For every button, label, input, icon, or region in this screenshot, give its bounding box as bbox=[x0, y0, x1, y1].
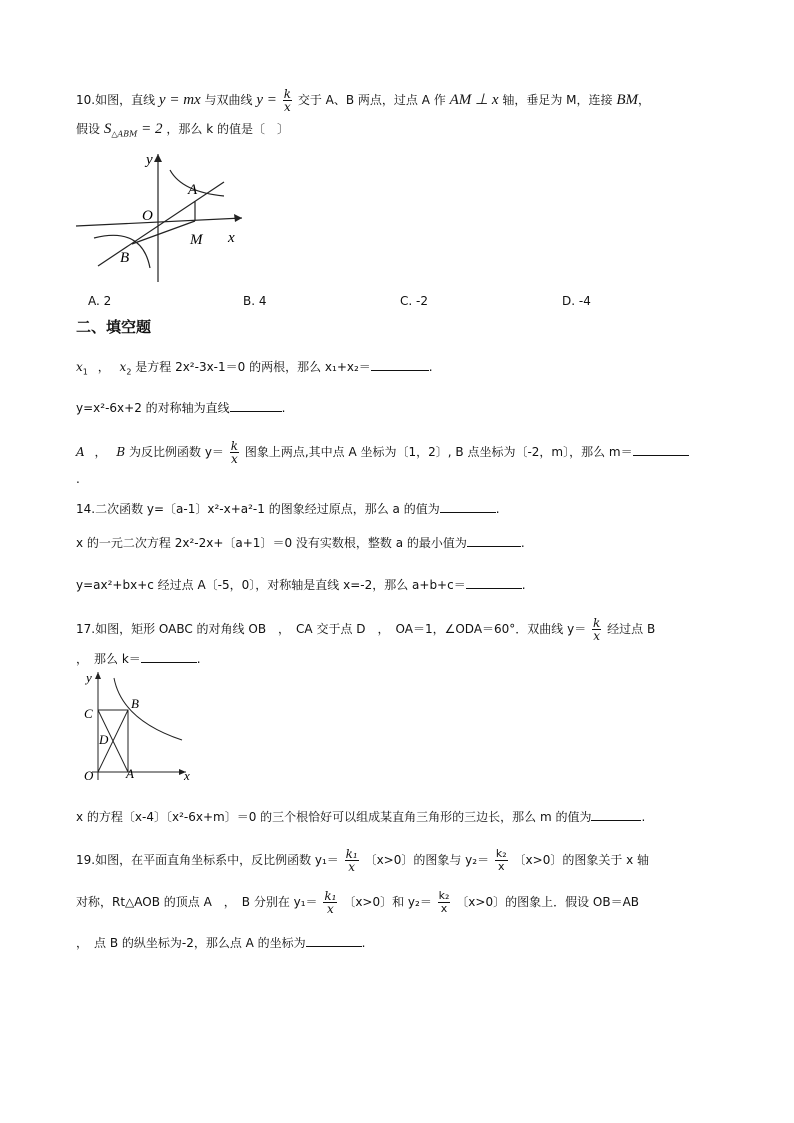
q10-label-m: M bbox=[190, 232, 203, 248]
q13-text-2: 图象上两点,其中点 A 坐标为〔1，2〕, B 点坐标为〔-2，m〕，那么 m＝ bbox=[244, 445, 633, 459]
q10-x-arrow bbox=[234, 214, 242, 222]
q10-comma: ， bbox=[637, 93, 650, 107]
q18-end: . bbox=[641, 810, 646, 824]
q19-fraction-1: $\frac{\text{k₁}}{x}$ bbox=[345, 847, 358, 874]
q10-line2-prefix: 假设 bbox=[76, 122, 101, 136]
q16-end: . bbox=[521, 578, 526, 592]
q19-line1 bbox=[76, 848, 649, 873]
q13-a: A bbox=[76, 445, 85, 459]
q10-line1 bbox=[76, 88, 650, 113]
q10-area-sub: △ABM bbox=[111, 129, 138, 139]
q10-option-a[interactable]: A. 2 bbox=[88, 294, 112, 308]
q13-comma: ， bbox=[94, 445, 107, 459]
q17-line2 bbox=[76, 650, 201, 668]
q12-end: . bbox=[281, 401, 286, 415]
q15-line bbox=[76, 534, 525, 552]
q10-segment-bm bbox=[132, 221, 195, 244]
q10-label-o: O bbox=[142, 208, 153, 224]
q10-text: 与双曲线 bbox=[204, 93, 253, 107]
q10-text-3: 轴，垂足为 M，连接 bbox=[502, 93, 613, 107]
q15-text: x 的一元二次方程 2x²-2x+〔a+1〕＝0 没有实数根，整数 a 的最小值为 bbox=[76, 536, 467, 550]
q11-x2-sub: 2 bbox=[126, 367, 132, 377]
q13-end: . bbox=[76, 472, 80, 486]
q19-text-1: 19.如图，在平面直角坐标系中，反比例函数 y₁＝ bbox=[76, 853, 339, 867]
q17-answer-blank[interactable] bbox=[141, 650, 197, 663]
q12-line bbox=[76, 399, 285, 417]
q10-bm: BM bbox=[616, 92, 638, 108]
q13-answer-blank[interactable] bbox=[633, 443, 689, 456]
q11-x2: x bbox=[119, 360, 127, 374]
q19-line3 bbox=[76, 934, 366, 952]
q14-answer-blank[interactable] bbox=[440, 500, 496, 513]
q17-end: . bbox=[196, 652, 201, 666]
q19-fraction-4: $\frac{\text{k₂}}{x}$ bbox=[438, 889, 450, 915]
q17-fraction: $\frac{k}{x}$ bbox=[593, 616, 601, 643]
q11-x1-sub: 1 bbox=[82, 367, 88, 377]
q16-answer-blank[interactable] bbox=[466, 576, 522, 589]
q19-fraction-3: $\frac{\text{k₁}}{x}$ bbox=[324, 889, 337, 916]
q19-end: . bbox=[361, 936, 366, 950]
q12-answer-blank[interactable] bbox=[230, 399, 282, 412]
q10-option-c[interactable]: C. -2 bbox=[400, 294, 428, 308]
q10-hyperbola-y: y = bbox=[256, 92, 277, 108]
q10-line2 bbox=[76, 120, 289, 143]
q10-area-s: S bbox=[103, 121, 112, 137]
q11-comma: ， bbox=[97, 360, 110, 374]
q13-line bbox=[76, 440, 689, 465]
q17-hyperbola bbox=[114, 678, 182, 740]
q17-label-a: A bbox=[126, 766, 134, 781]
q17-y-arrow bbox=[95, 672, 101, 679]
q11-end: . bbox=[428, 360, 433, 374]
q19-text-2: 〔x>0〕的图象与 y₂＝ bbox=[364, 853, 490, 867]
q10-question: ，那么 k 的值是〔 〕 bbox=[166, 122, 289, 136]
q17-label-d: D bbox=[99, 732, 109, 747]
q17-label-x: x bbox=[184, 768, 190, 783]
q17-line2-text: ， 那么 k＝ bbox=[76, 652, 141, 666]
q14-line bbox=[76, 500, 500, 518]
q17-label-c: C bbox=[84, 706, 93, 721]
q19-line2 bbox=[76, 890, 639, 915]
q17-label-b: B bbox=[131, 696, 139, 711]
q14-end: . bbox=[495, 502, 500, 516]
q17-text-1: 17.如图，矩形 OABC 的对角线 OB ， CA 交于点 D ， OA＝1，∠ODA＝60°．双曲线 y＝ bbox=[76, 622, 587, 636]
q10-area-value: = 2 bbox=[141, 121, 163, 137]
q19-fraction-2: $\frac{\text{k₂}}{x}$ bbox=[495, 847, 507, 873]
q10-label-x: x bbox=[228, 230, 235, 246]
q13-fraction: $\frac{k}{x}$ bbox=[230, 439, 239, 466]
q10-text-2: 交于 A、B 两点，过点 A 作 bbox=[297, 93, 446, 107]
q17-line1 bbox=[76, 617, 655, 642]
q19-text-4: 对称，Rt△AOB 的顶点 A ， B 分别在 y₁＝ bbox=[76, 895, 318, 909]
q11-text: 是方程 2x²-3x-1＝0 的两根，那么 x₁+x₂＝ bbox=[135, 360, 371, 374]
q10-y-arrow bbox=[154, 154, 162, 162]
q18-text: x 的方程〔x-4〕〔x²-6x+m〕＝0 的三个根恰好可以组成某直角三角形的三边长，那么 m 的值为 bbox=[76, 810, 592, 824]
q10-prefix: 10.如图，直线 bbox=[76, 93, 156, 107]
q10-line-equation: y = mx bbox=[158, 92, 201, 108]
q15-answer-blank[interactable] bbox=[467, 534, 521, 547]
q10-option-d[interactable]: D. -4 bbox=[562, 294, 591, 308]
q13-b: B bbox=[116, 445, 126, 459]
q17-text-2: 经过点 B bbox=[607, 622, 656, 636]
q10-figure bbox=[74, 150, 254, 290]
q18-answer-blank[interactable] bbox=[591, 808, 641, 821]
q15-end: . bbox=[520, 536, 525, 550]
q19-text-7: ， 点 B 的纵坐标为-2，那么点 A 的坐标为 bbox=[76, 936, 306, 950]
q10-label-b: B bbox=[120, 250, 130, 266]
q11-answer-blank[interactable] bbox=[371, 358, 429, 371]
q19-text-3: 〔x>0〕的图象关于 x 轴 bbox=[513, 853, 650, 867]
q10-label-a: A bbox=[188, 182, 198, 198]
q19-text-6: 〔x>0〕的图象上．假设 OB＝AB bbox=[456, 895, 640, 909]
q18-line bbox=[76, 808, 645, 826]
q19-answer-blank[interactable] bbox=[306, 934, 362, 947]
q10-fraction: $\frac{k}{x}$ bbox=[283, 87, 292, 114]
q12-text: y=x²-6x+2 的对称轴为直线 bbox=[76, 401, 230, 415]
q19-text-5: 〔x>0〕和 y₂＝ bbox=[343, 895, 432, 909]
q17-label-o: O bbox=[84, 768, 94, 783]
q17-label-y: y bbox=[86, 670, 92, 685]
q10-perpendicular: AM ⊥ x bbox=[449, 92, 499, 108]
q16-line bbox=[76, 576, 526, 594]
q11-x1: x bbox=[76, 360, 83, 374]
section-title: 二、填空题 bbox=[76, 318, 152, 336]
q11-line bbox=[76, 358, 433, 381]
q17-figure bbox=[74, 668, 198, 786]
q10-label-y: y bbox=[146, 152, 153, 168]
q16-text: y=ax²+bx+c 经过点 A〔-5，0〕，对称轴是直线 x=-2，那么 a+b+c＝ bbox=[76, 578, 466, 592]
q13-text-1: 为反比例函数 y＝ bbox=[129, 445, 224, 459]
q14-text: 14.二次函数 y=〔a-1〕x²-x+a²-1 的图象经过原点，那么 a 的值为 bbox=[76, 502, 440, 516]
q10-option-b[interactable]: B. 4 bbox=[243, 294, 267, 308]
